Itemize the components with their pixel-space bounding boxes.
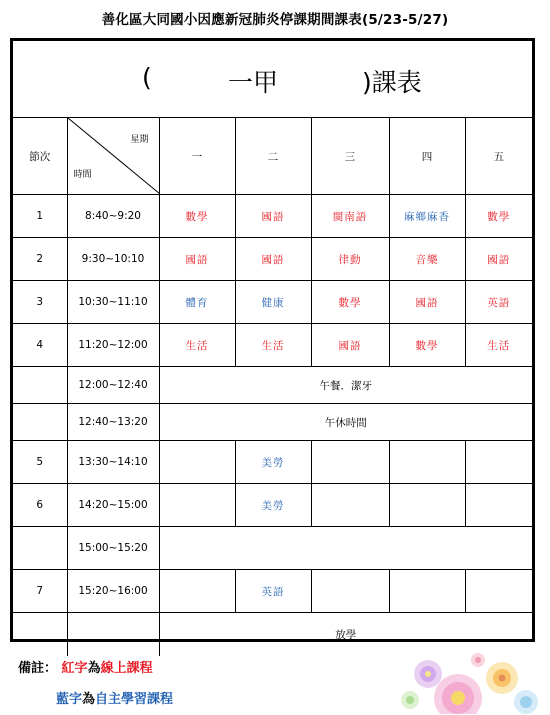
period-number: 4: [13, 324, 67, 367]
time-range: 12:00~12:40: [67, 367, 159, 404]
subject-cell: 國語: [465, 238, 532, 281]
subject-cell: [465, 441, 532, 484]
period-number: 3: [13, 281, 67, 324]
note-self-study: [56, 688, 173, 707]
subject-cell: [389, 570, 465, 613]
weekday-axis-label: 星期: [130, 135, 149, 145]
subject-cell: 生活: [465, 324, 532, 367]
schedule-row: [13, 238, 532, 281]
note-blue-desc: 自主學習課程: [95, 692, 174, 707]
merged-activity-cell: [159, 527, 532, 570]
subject-cell: 麻鄉麻香: [389, 195, 465, 238]
time-range: 11:20~12:00: [67, 324, 159, 367]
subject-cell: 英語: [465, 281, 532, 324]
subject-cell: [465, 484, 532, 527]
subject-cell: [465, 570, 532, 613]
header-row: [13, 118, 532, 195]
period-number: 7: [13, 570, 67, 613]
note-label: 備註：: [18, 661, 58, 676]
subject-cell: [311, 570, 389, 613]
subject-cell: [159, 441, 235, 484]
time-range: 9:30~10:10: [67, 238, 159, 281]
period-number: 5: [13, 441, 67, 484]
schedule-row: [13, 527, 532, 570]
timetable: [13, 118, 532, 656]
subject-cell: [159, 484, 235, 527]
note-online: [18, 657, 153, 676]
subject-cell: 國語: [389, 281, 465, 324]
banner-title: )課表: [362, 68, 422, 97]
day-header: 二: [235, 118, 311, 195]
subject-cell: 體育: [159, 281, 235, 324]
schedule-row: [13, 367, 532, 404]
merged-activity-cell: 午餐．潔牙: [159, 367, 532, 404]
subject-cell: 美勞: [235, 484, 311, 527]
schedule-row: [13, 281, 532, 324]
day-header: 一: [159, 118, 235, 195]
time-range: 10:30~11:10: [67, 281, 159, 324]
page-title: 善化區大同國小因應新冠肺炎停課期間課表(5/23-5/27): [101, 12, 449, 28]
subject-cell: [389, 441, 465, 484]
subject-cell: 數學: [389, 324, 465, 367]
note-red-word: 紅字: [61, 661, 88, 676]
banner-open-paren: (: [142, 63, 152, 92]
subject-cell: 數學: [159, 195, 235, 238]
subject-cell: 國語: [311, 324, 389, 367]
timetable-frame: [10, 38, 535, 642]
time-range: [67, 613, 159, 656]
subject-cell: 美勞: [235, 441, 311, 484]
day-header: 三: [311, 118, 389, 195]
day-header: 五: [465, 118, 532, 195]
subject-cell: 英語: [235, 570, 311, 613]
period-number: [13, 367, 67, 404]
merged-activity-cell: 放學: [159, 613, 532, 656]
subject-cell: [311, 484, 389, 527]
subject-cell: 國語: [159, 238, 235, 281]
subject-cell: [311, 441, 389, 484]
schedule-row: [13, 570, 532, 613]
schedule-row: [13, 324, 532, 367]
schedule-row: [13, 195, 532, 238]
period-number: 1: [13, 195, 67, 238]
note-blue-word: 藍字: [56, 692, 83, 707]
time-range: 13:30~14:10: [67, 441, 159, 484]
time-range: 8:40~9:20: [67, 195, 159, 238]
time-axis-label: 時間: [73, 170, 92, 180]
subject-cell: 數學: [465, 195, 532, 238]
schedule-row: [13, 404, 532, 441]
subject-cell: 生活: [235, 324, 311, 367]
diagonal-header-box: [68, 118, 159, 194]
day-header: 四: [389, 118, 465, 195]
period-number: 2: [13, 238, 67, 281]
diagonal-header: [67, 118, 159, 195]
note-red-desc: 線上課程: [100, 661, 153, 676]
time-range: 15:20~16:00: [67, 570, 159, 613]
subject-cell: 閩南語: [311, 195, 389, 238]
subject-cell: 音樂: [389, 238, 465, 281]
class-name: 一甲: [228, 68, 279, 97]
period-header: 節次: [13, 118, 67, 195]
time-range: 14:20~15:00: [67, 484, 159, 527]
diagonal-line: [68, 118, 160, 194]
flower-decoration: [398, 648, 546, 714]
schedule-row: [13, 484, 532, 527]
subject-cell: 健康: [235, 281, 311, 324]
subject-cell: 國語: [235, 238, 311, 281]
subject-cell: 生活: [159, 324, 235, 367]
merged-activity-cell: 午休時間: [159, 404, 532, 441]
period-number: [13, 613, 67, 656]
period-number: [13, 404, 67, 441]
subject-cell: [159, 570, 235, 613]
schedule-row: [13, 441, 532, 484]
period-number: [13, 527, 67, 570]
subject-cell: [389, 484, 465, 527]
class-banner: [13, 41, 532, 118]
subject-cell: 律動: [311, 238, 389, 281]
note-red-mid: 為: [87, 661, 101, 676]
time-range: 15:00~15:20: [67, 527, 159, 570]
period-number: 6: [13, 484, 67, 527]
subject-cell: 數學: [311, 281, 389, 324]
note-blue-mid: 為: [82, 692, 96, 707]
time-range: 12:40~13:20: [67, 404, 159, 441]
subject-cell: 國語: [235, 195, 311, 238]
